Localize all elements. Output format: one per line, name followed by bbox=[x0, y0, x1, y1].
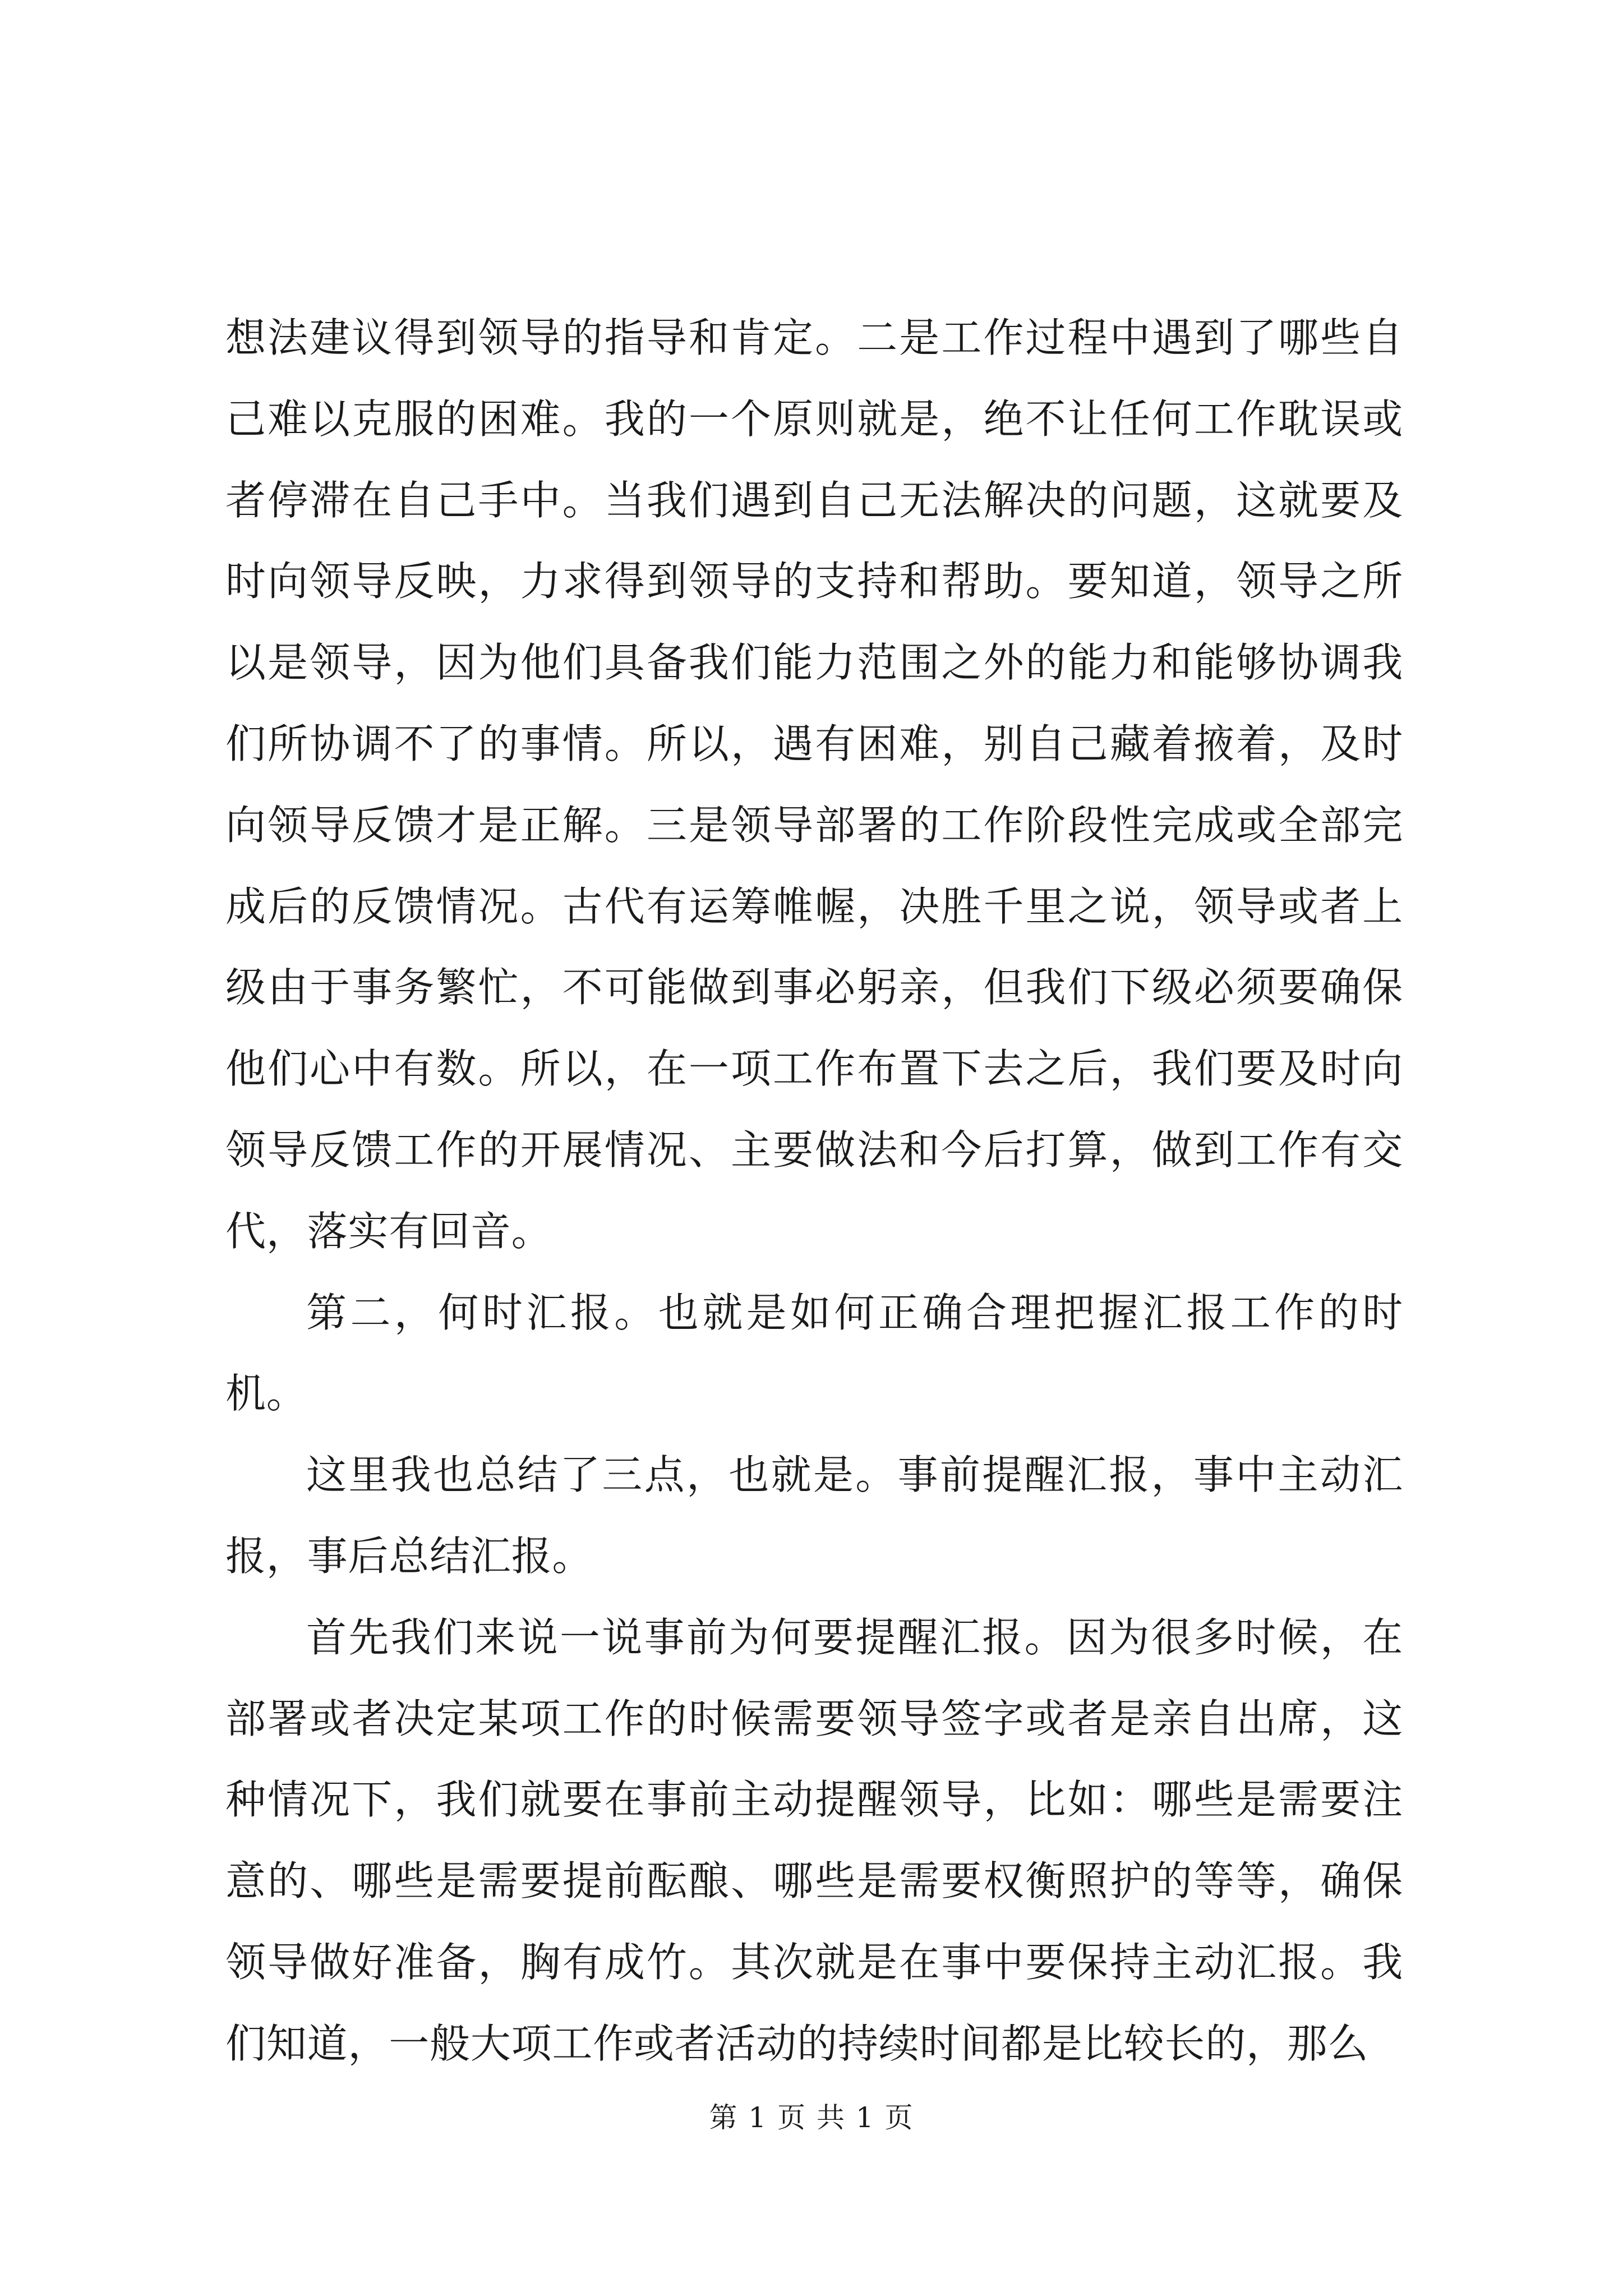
document-body bbox=[225, 297, 1403, 2085]
paragraph-2: 第二，何时汇报。也就是如何正确合理把握汇报工作的时机。 bbox=[225, 1289, 1403, 1418]
page-number-label: 第 1 页 共 1 页 bbox=[709, 2101, 914, 2134]
paragraph-1: 想法建议得到领导的指导和肯定。二是工作过程中遇到了哪些自己难以克服的困难。我的一个原则就是，绝不让任何工作耽误或者停滞在自己手中。当我们遇到自己无法解决的问题，这就要及时向领导反映，力求得到领导的支持和帮助。要知道，领导之所以是领导，因为他们具备我们能力范围之外的能力和能够协调我们所协调不了的事情。所以，遇有困难，别自己藏着掖着，及时向领导反馈才是正解。三是领导部署的工作阶段性完成或全部完成后的反馈情况。古代有运筹帷幄，决胜千里之说，领导或者上级由于事务繁忙，不可能做到事必躬亲，但我们下级必须要确保他们心中有数。所以，在一项工作布置下去之后，我们要及时向领导反馈工作的开展情况、主要做法和今后打算，做到工作有交代，落实有回音。 bbox=[225, 314, 1403, 1255]
page-footer bbox=[0, 2098, 1623, 2137]
paragraph-3: 这里我也总结了三点，也就是。事前提醒汇报，事中主动汇报，事后总结汇报。 bbox=[225, 1451, 1403, 1580]
paragraph-4: 首先我们来说一说事前为何要提醒汇报。因为很多时候，在部署或者决定某项工作的时候需要领导签字或者是亲自出席，这种情况下，我们就要在事前主动提醒领导，比如：哪些是需要注意的、哪些是需要提前酝酿、哪些是需要权衡照护的等等，确保领导做好准备，胸有成竹。其次就是在事中要保持主动汇报。我们知道，一般大项工作或者活动的持续时间都是比较长的，那么 bbox=[225, 1613, 1403, 2067]
